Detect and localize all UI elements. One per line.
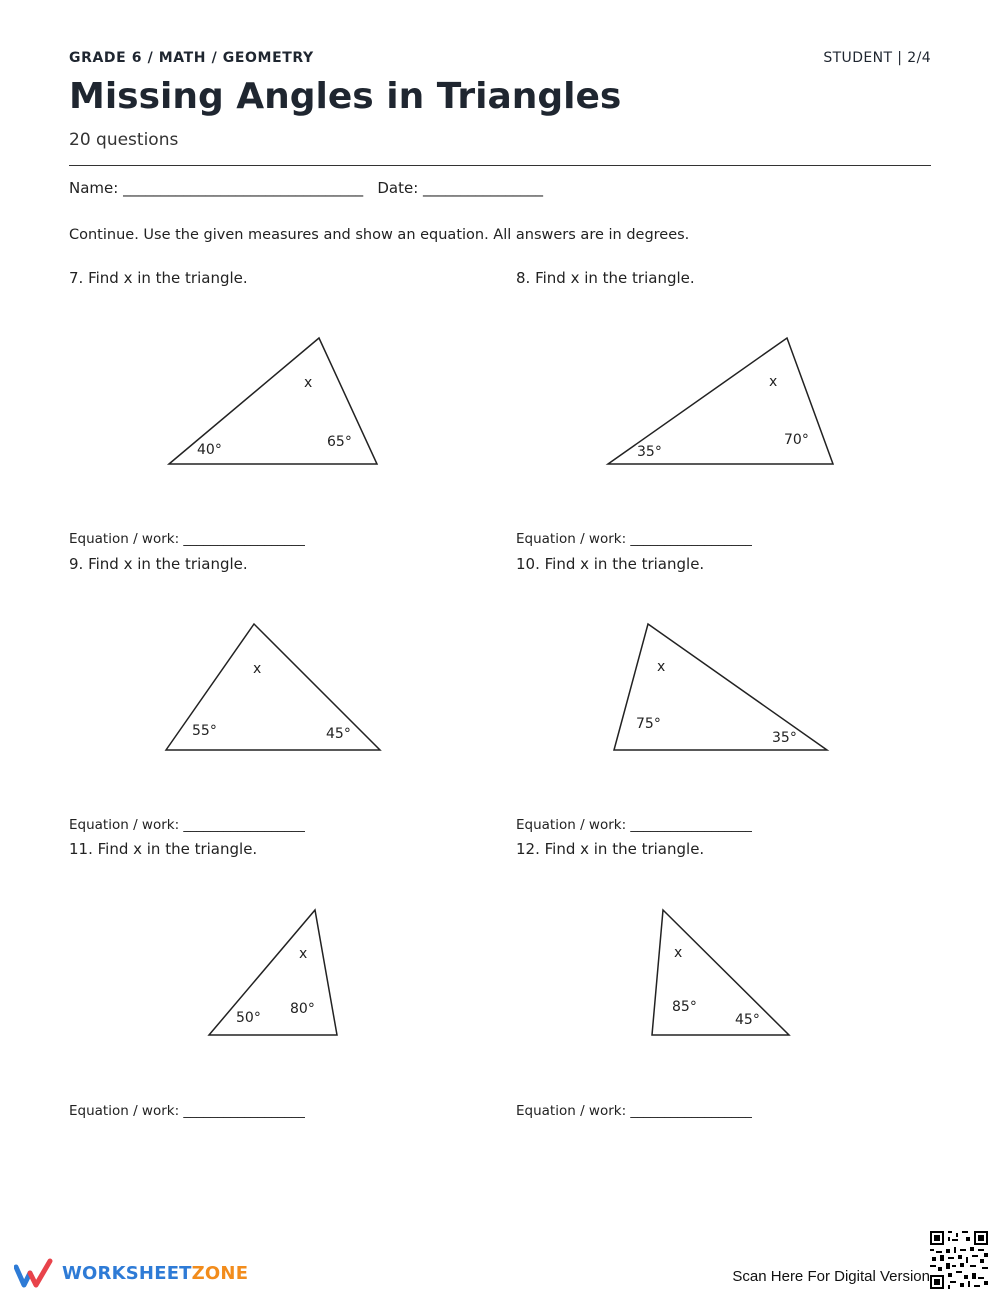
question-7-label: 7. Find x in the triangle.: [69, 269, 248, 287]
triangle-shape: [652, 910, 789, 1035]
worksheetzone-logo-text[interactable]: WORKSHEETZONE: [62, 1263, 249, 1284]
question-10-label: 10. Find x in the triangle.: [516, 555, 705, 573]
equation-line-8: Equation / work: __________________: [516, 531, 752, 547]
unknown-angle-label: x: [304, 375, 313, 391]
equation-line-11: Equation / work: __________________: [69, 1103, 305, 1119]
angle-label: 50°: [236, 1010, 261, 1026]
angle-label: 35°: [637, 444, 662, 460]
unknown-angle-label: x: [769, 374, 778, 390]
instructions: Continue. Use the given measures and show an equation. All answers are in degrees.: [69, 227, 690, 243]
angle-label: 40°: [197, 442, 222, 458]
equation-line-9: Equation / work: __________________: [69, 817, 305, 833]
angle-label: 75°: [636, 716, 661, 732]
angle-label: 85°: [672, 999, 697, 1015]
unknown-angle-label: x: [674, 945, 683, 961]
question-9-label: 9. Find x in the triangle.: [69, 555, 248, 573]
unknown-angle-label: x: [253, 661, 262, 677]
breadcrumb: GRADE 6 / MATH / GEOMETRY: [69, 50, 314, 66]
angle-label: 35°: [772, 730, 797, 746]
angle-label: 70°: [784, 432, 809, 448]
question-12-label: 12. Find x in the triangle.: [516, 840, 705, 858]
unknown-angle-label: x: [657, 659, 666, 675]
angle-label: 45°: [326, 726, 351, 742]
scan-here-label: Scan Here For Digital Version: [732, 1268, 930, 1285]
angle-label: 65°: [327, 434, 352, 450]
name-date-line: Name: ________________________________ Date: ________________: [69, 179, 544, 197]
unknown-angle-label: x: [299, 946, 308, 962]
equation-line-7: Equation / work: __________________: [69, 531, 305, 547]
question-11-label: 11. Find x in the triangle.: [69, 840, 258, 858]
page-info: STUDENT | 2/4: [823, 50, 931, 66]
angle-label: 55°: [192, 723, 217, 739]
equation-line-12: Equation / work: __________________: [516, 1103, 752, 1119]
qr-code-icon[interactable]: [930, 1231, 988, 1289]
angle-label: 80°: [290, 1001, 315, 1017]
equation-line-10: Equation / work: __________________: [516, 817, 752, 833]
page-title: Missing Angles in Triangles: [69, 76, 622, 117]
question-8-label: 8. Find x in the triangle.: [516, 269, 695, 287]
angle-label: 45°: [735, 1012, 760, 1028]
page-subtitle: 20 questions: [69, 130, 179, 150]
